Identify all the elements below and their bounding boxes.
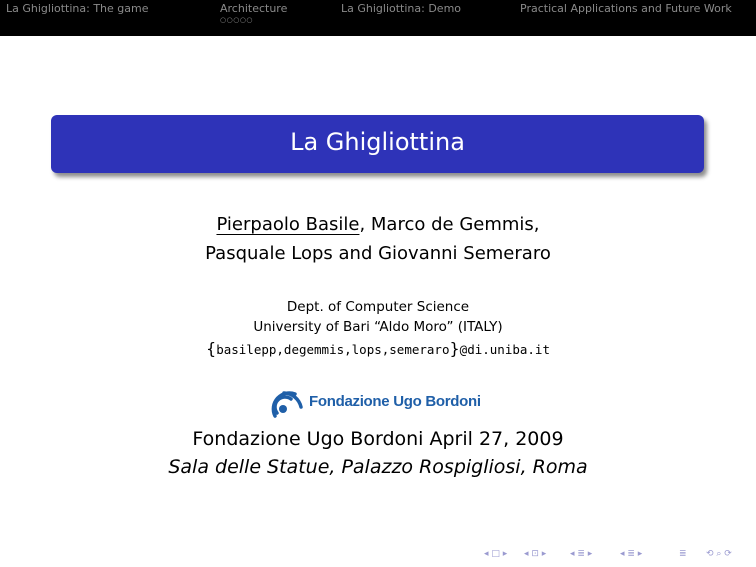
coauthors-1: , Marco de Gemmis,: [359, 214, 540, 235]
email-addresses: {basilepp,degemmis,lops,semeraro}@di.uniba.it: [206, 339, 550, 358]
wave-logo-icon: [271, 385, 307, 421]
presenter-name: Pierpaolo Basile: [216, 214, 360, 235]
nav-document-icon[interactable]: ◂ ≣ ▸: [620, 549, 643, 559]
venue-line: Sala delle Statue, Palazzo Rospigliosi, Roma: [168, 456, 588, 478]
university: University of Bari “Aldo Moro” (ITALY): [253, 319, 503, 335]
progress-dots[interactable]: ○○○○○: [220, 16, 254, 24]
presentation-title: La Ghigliottina: [290, 128, 465, 156]
title-box: [51, 115, 704, 173]
nav-section-applications[interactable]: Practical Applications and Future Work: [520, 2, 732, 15]
nav-subsection-icon[interactable]: ◂ ⊡ ▸: [524, 549, 547, 559]
navigation-bar: [0, 0, 756, 36]
nav-section-game[interactable]: La Ghigliottina: The game: [6, 2, 149, 15]
logo-text: Fondazione Ugo Bordoni: [309, 393, 481, 410]
nav-section-architecture[interactable]: Architecture: [220, 2, 288, 15]
department: Dept. of Computer Science: [286, 299, 470, 315]
nav-section-icon[interactable]: ◂ ≣ ▸: [570, 549, 593, 559]
nav-section-demo[interactable]: La Ghigliottina: Demo: [341, 2, 462, 15]
nav-search-icon[interactable]: ⟲ ⌕ ⟳: [706, 549, 732, 559]
event-line: Fondazione Ugo Bordoni April 27, 2009: [192, 428, 564, 450]
nav-frame-icon[interactable]: ◂ □ ▸: [484, 549, 508, 559]
authors-line-1: [0, 214, 756, 235]
authors-line-2: Pasquale Lops and Giovanni Semeraro: [205, 243, 551, 264]
nav-appendix-icon[interactable]: ≣: [679, 549, 687, 559]
fondazione-ugo-bordoni-logo: [271, 385, 491, 421]
